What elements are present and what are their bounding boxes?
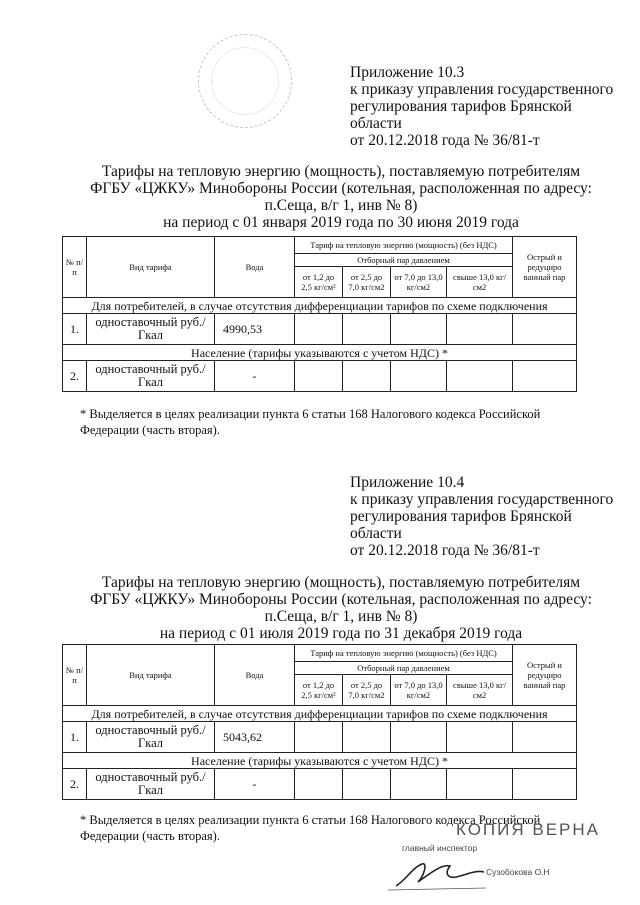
tariff-title-1: [60, 163, 622, 231]
header-pressure-2: от 2,5 до 7,0 кг/см2: [343, 267, 391, 298]
header-num: № п/ п: [63, 645, 87, 706]
title-line: п.Сеща, в/г 1, инв № 8): [264, 197, 418, 214]
footnote-line: * Выделяется в целях реализации пункта 6 статьи 168 Налогового кодекса Российской: [80, 407, 541, 421]
section-row: Для потребителей, в случае отсутствия дифференциации тарифов по схеме подключения: [63, 298, 577, 314]
footnote-line: Федерации (часть вторая).: [80, 423, 220, 437]
header-sharp-steam: Острый и редуциро ванный пар: [513, 237, 577, 298]
header-pressure-4: свыше 13,0 кг/см2: [447, 675, 513, 706]
signature: [388, 850, 488, 894]
title-line: на период с 01 июля 2019 года по 31 декабря 2019 года: [159, 625, 523, 642]
header-sharp-steam: Острый и редуциро ванный пар: [513, 645, 577, 706]
header-kind: Вид тарифа: [87, 645, 215, 706]
appendix-line: регулирования тарифов Брянской: [350, 98, 572, 115]
appendix-line: от 20.12.2018 года № 36/81-т: [350, 542, 540, 559]
header-tariff-group: Тариф на тепловую энергию (мощность) (без НДС): [295, 645, 513, 662]
row-water-value: 5043,62: [215, 722, 295, 753]
appendix-line: к приказу управления государственного: [350, 81, 614, 98]
section-row: Для потребителей, в случае отсутствия дифференциации тарифов по схеме подключения: [63, 706, 577, 722]
header-water: Вода: [215, 237, 295, 298]
appendix-header-2: [350, 474, 613, 559]
row-kind: одноставочный руб./Гкал: [87, 361, 215, 392]
signer-name: Сузобокова О.Н: [486, 867, 550, 877]
row-water-value: -: [215, 361, 295, 392]
tariff-table-2: [62, 644, 577, 800]
title-line: Тарифы на тепловую энергию (мощность), поставляемую потребителям: [101, 163, 581, 180]
appendix-line: области: [350, 525, 402, 542]
header-num: № п/ п: [63, 237, 87, 298]
appendix-line: к приказу управления государственного: [350, 491, 614, 508]
header-pressure-3: от 7,0 до 13,0 кг/см2: [391, 267, 447, 298]
appendix-line: Приложение 10.3: [350, 64, 465, 81]
row-kind: одноставочный руб./Гкал: [87, 722, 215, 753]
tariff-table-1: [62, 236, 577, 392]
faded-seal: [198, 34, 292, 128]
appendix-header-1: [350, 64, 613, 149]
stamp-position: главный инспектор: [402, 843, 478, 853]
title-line: п.Сеща, в/г 1, инв № 8): [264, 608, 418, 625]
header-pressure-3: от 7,0 до 13,0 кг/см2: [391, 675, 447, 706]
header-pressure-1: от 1,2 до 2,5 кг/см²: [295, 675, 343, 706]
header-pressure-2: от 2,5 до 7,0 кг/см2: [343, 675, 391, 706]
row-num: 2.: [63, 361, 87, 392]
header-tariff-group: Тариф на тепловую энергию (мощность) (без НДС): [295, 237, 513, 254]
appendix-line: от 20.12.2018 года № 36/81-т: [350, 132, 540, 149]
title-line: на период с 01 января 2019 года по 30 июня 2019 года: [163, 214, 519, 231]
row-water-value: 4990,53: [215, 314, 295, 345]
row-kind: одноставочный руб./Гкал: [87, 769, 215, 800]
footnote-line: * Выделяется в целях реализации пункта 6 статьи 168 Налогового кодекса Российской: [80, 813, 541, 827]
title-line: Тарифы на тепловую энергию (мощность), поставляемую потребителям: [101, 574, 581, 591]
header-steam-group: Отборный пар давлением: [295, 662, 513, 675]
copy-verified-stamp: КОПИЯ ВЕРНА: [456, 820, 601, 839]
appendix-line: области: [350, 115, 402, 132]
title-line: ФГБУ «ЦЖКУ» Минобороны России (котельная, расположенная по адресу:: [90, 591, 592, 608]
row-kind: одноставочный руб./Гкал: [87, 314, 215, 345]
row-num: 2.: [63, 769, 87, 800]
appendix-line: Приложение 10.4: [350, 474, 465, 491]
section-row: Население (тарифы указываются с учетом НДС) *: [63, 345, 577, 361]
row-num: 1.: [63, 722, 87, 753]
footnote-1: [80, 406, 540, 438]
tariff-title-2: [60, 574, 622, 642]
title-line: ФГБУ «ЦЖКУ» Минобороны России (котельная, расположенная по адресу:: [90, 180, 592, 197]
row-water-value: -: [215, 769, 295, 800]
header-kind: Вид тарифа: [87, 237, 215, 298]
section-row: Население (тарифы указываются с учетом НДС) *: [63, 753, 577, 769]
header-pressure-4: свыше 13,0 кг/см2: [447, 267, 513, 298]
header-pressure-1: от 1,2 до 2,5 кг/см²: [295, 267, 343, 298]
header-water: Вода: [215, 645, 295, 706]
appendix-line: регулирования тарифов Брянской: [350, 508, 572, 525]
header-steam-group: Отборный пар давлением: [295, 254, 513, 267]
row-num: 1.: [63, 314, 87, 345]
footnote-line: Федерации (часть вторая).: [80, 829, 220, 843]
